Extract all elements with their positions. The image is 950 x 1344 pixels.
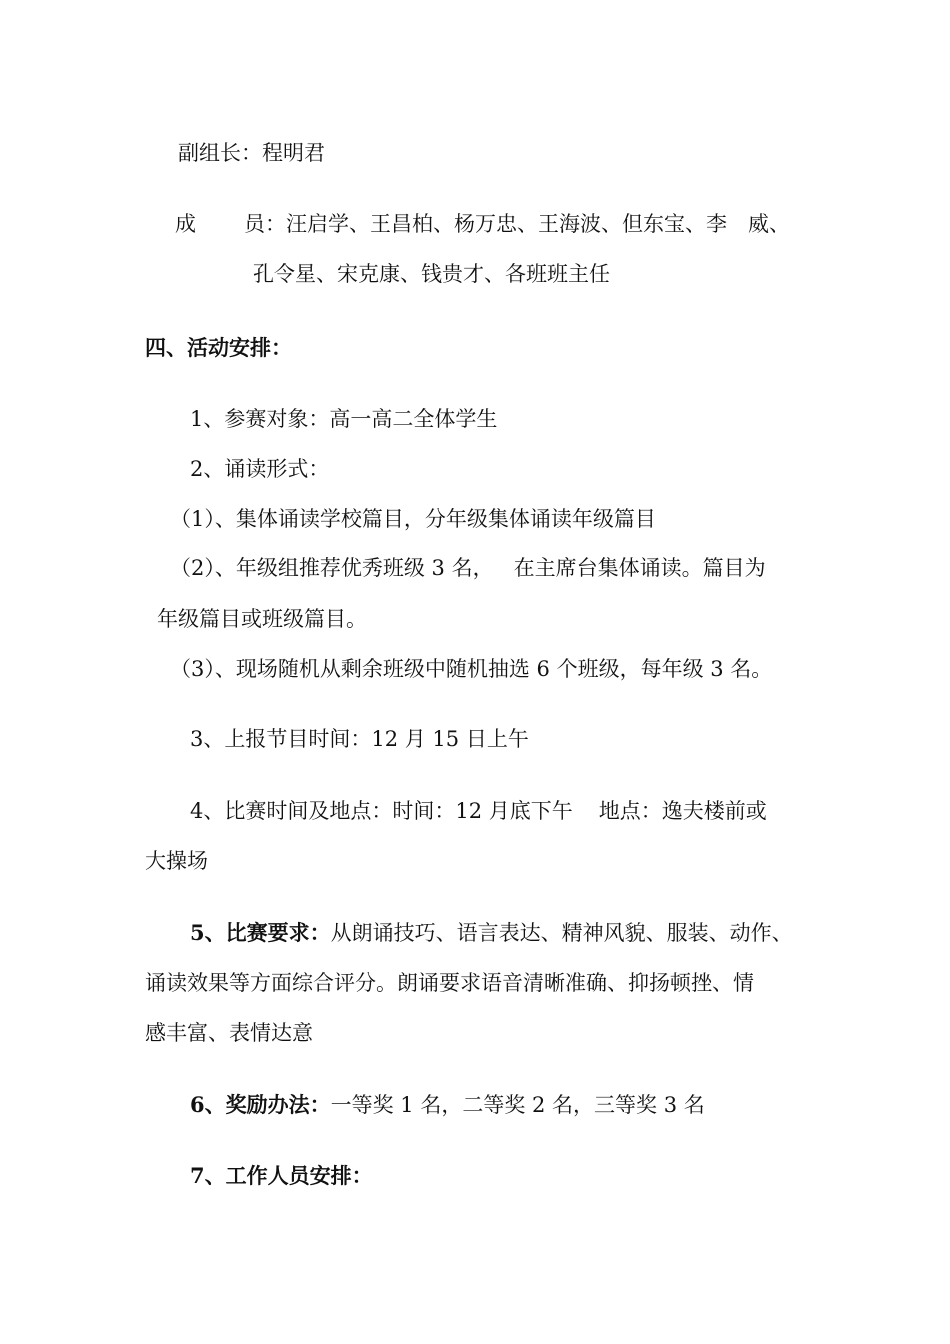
section-heading-text: 四、活动安排： [145, 335, 292, 360]
item-2-format [190, 456, 329, 482]
item-6-awards [190, 1092, 705, 1118]
item-6-label: 6、奖励办法： [190, 1092, 331, 1117]
deputy-leader-line [178, 140, 325, 166]
members-label-rest: 员： [244, 212, 286, 236]
item-4-text-b: 地点：逸夫楼前或 [598, 799, 767, 823]
item-7-label: 7、工作人员安排： [190, 1163, 373, 1188]
item-4-continuation [145, 848, 208, 874]
deputy-leader-label: 副组长： [178, 141, 262, 165]
sub-item-2-continuation [157, 606, 367, 632]
section-heading-activities [145, 335, 292, 361]
sub-item-2-cont-text: 年级篇目或班级篇目。 [157, 607, 367, 631]
item-4-cont-text: 大操场 [145, 849, 208, 873]
item-5-label: 5、比赛要求： [190, 920, 331, 945]
item-5-text-3: 感丰富、表情达意 [145, 1021, 313, 1045]
item-6-text: 一等奖 1 名，二等奖 2 名，三等奖 3 名 [330, 1093, 705, 1117]
item-3-submission-time [190, 726, 529, 752]
item-4-text-a: 4、比赛时间及地点：时间：12 月底下午 [190, 799, 573, 823]
sub-item-1 [170, 506, 656, 532]
item-5-line-3 [145, 1020, 313, 1046]
item-1-participants [190, 406, 497, 432]
item-3-text: 3、上报节目时间：12 月 15 日上午 [190, 727, 529, 751]
item-4-time-location [190, 798, 767, 824]
sub-item-1-text: （1）、集体诵读学校篇目，分年级集体诵读年级篇目 [170, 507, 656, 531]
sub-item-2-text-b: 在主席台集体诵读。篇目为 [513, 556, 766, 580]
members-line-1 [175, 211, 790, 237]
members-names-1: 汪启学、王昌柏、杨万忠、王海波、但东宝、李 威、 [286, 212, 790, 236]
item-5-text-2: 诵读效果等方面综合评分。朗诵要求语音清晰准确、抑扬顿挫、情 [145, 971, 754, 995]
deputy-leader-name: 程明君 [262, 141, 325, 165]
item-5-line-2 [145, 970, 754, 996]
members-names-2: 孔令星、宋克康、钱贵才、各班班主任 [253, 262, 610, 286]
sub-item-2-text-a: （2）、年级组推荐优秀班级 3 名， [170, 556, 494, 580]
sub-item-3 [170, 656, 772, 682]
item-7-staff [190, 1163, 373, 1189]
item-5-text-1: 从朗诵技巧、语言表达、精神风貌、服装、动作、 [330, 921, 793, 945]
item-1-text: 1、参赛对象：高一高二全体学生 [190, 407, 498, 431]
members-label-first-char: 成 [175, 212, 196, 236]
members-line-2 [253, 261, 610, 287]
item-2-text: 2、诵读形式： [190, 457, 330, 481]
item-5-requirements [190, 920, 793, 946]
sub-item-3-text: （3）、现场随机从剩余班级中随机抽选 6 个班级，每年级 3 名。 [170, 657, 773, 681]
sub-item-2 [170, 555, 766, 581]
